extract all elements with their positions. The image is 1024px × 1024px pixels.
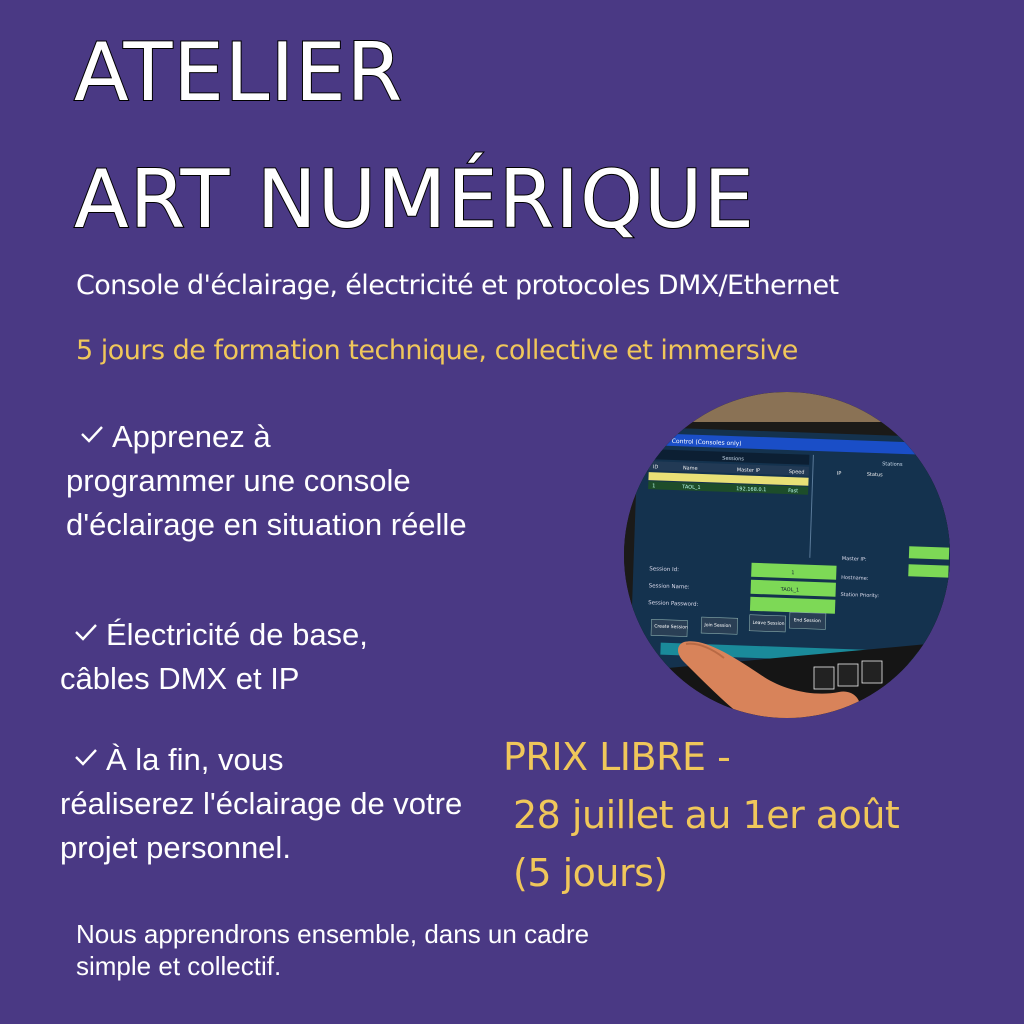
price-label: PRIX LIBRE - (503, 735, 731, 779)
price-and-dates (503, 728, 1003, 902)
subtitle: Console d'éclairage, électricité et protocoles DMX/Ethernet (76, 270, 839, 301)
bullet-2-text: câbles DMX et IP (60, 661, 300, 696)
bullet-final-project (60, 738, 480, 870)
col-ip: IP (836, 470, 842, 477)
session-id-value: 1 (791, 570, 795, 577)
check-icon (74, 621, 98, 643)
bullet-electricity (60, 613, 480, 701)
bullet-2-first-line: Électricité de base, (106, 617, 368, 652)
create-session-button: Create Session (654, 624, 688, 631)
bullet-1-text: programmer une console d'éclairage en situation réelle (66, 463, 467, 542)
bullet-3-text: réaliserez l'éclairage de votre projet personnel. (60, 786, 463, 865)
closing-text: Nous apprendrons ensemble, dans un cadre simple et collectif. (76, 919, 590, 981)
label-session-name: Session Name: (648, 583, 690, 591)
screen-title: Control (Consoles only) (671, 437, 742, 448)
stations-header: Stations (882, 461, 903, 468)
session-name-value: TAOL_1 (780, 586, 800, 594)
label-session-password: Session Password: (648, 600, 699, 608)
duration: (5 jours) (513, 851, 668, 895)
bullet-program-console (66, 415, 506, 547)
sessions-header: Sessions (722, 455, 744, 463)
label-hostname: Hostname: (841, 574, 869, 582)
bullet-3-first-line: À la fin, vous (106, 742, 284, 777)
title-line-1: ATELIER (74, 26, 404, 119)
row-master-ip: 192.168.0.1 (736, 486, 767, 494)
col-name: Name (682, 465, 698, 472)
row-name: TAOL_1 (682, 484, 701, 491)
leave-session-button: Leave Session (752, 620, 785, 627)
row-id: 1 (652, 483, 656, 490)
col-id: ID (652, 464, 659, 471)
col-speed: Speed (788, 469, 805, 476)
end-session-button: End Session (793, 618, 821, 625)
label-session-id: Session Id: (649, 566, 680, 574)
join-session-button: Join Session (704, 623, 732, 630)
title-line-2: ART NUMÉRIQUE (74, 153, 756, 246)
label-master-ip: Master IP: (841, 555, 867, 563)
col-master-ip: Master IP (736, 467, 761, 475)
row-speed: Fast (788, 488, 799, 495)
date-range: 28 juillet au 1er août (513, 793, 900, 837)
label-station-priority: Station Priority: (840, 591, 880, 600)
bullet-1-first-line: Apprenez à (112, 419, 271, 454)
col-status: Status (866, 471, 883, 479)
lighting-console-photo (624, 392, 950, 718)
check-icon (80, 423, 104, 445)
check-icon (74, 746, 98, 768)
tagline: 5 jours de formation technique, collective et immersive (76, 335, 798, 366)
